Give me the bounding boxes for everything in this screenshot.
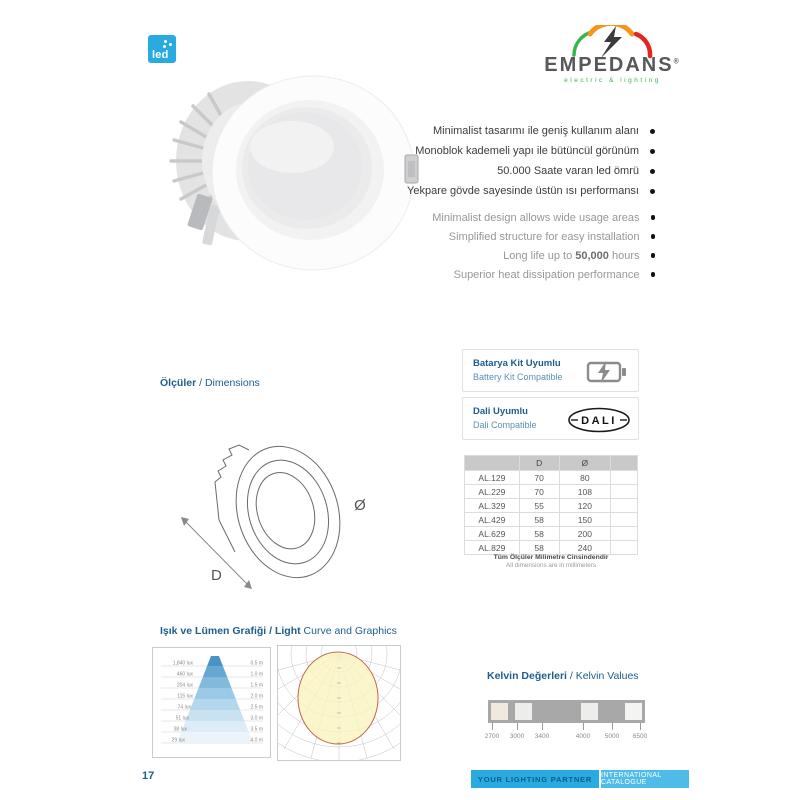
heatsink-outline: [215, 445, 249, 482]
feature-text: Simplified structure for easy installation: [448, 230, 640, 243]
dimension-d-label: D: [211, 567, 222, 584]
cone-distance-label: 3.5 m: [250, 726, 263, 733]
dimensions-table: [464, 455, 638, 555]
bullet-icon: [650, 149, 655, 154]
feature-text: Superior heat dissipation performance: [453, 268, 640, 281]
cone-lux-label: 38 lux: [173, 726, 187, 733]
features-english: [432, 208, 655, 284]
cone-lux-label: 74 lux: [177, 704, 191, 711]
bullet-icon: [651, 272, 656, 277]
dali-compatibility-box: [462, 397, 639, 440]
cone-lux-label: 1,840 lux: [172, 660, 193, 667]
battery-charge-icon: [586, 360, 628, 384]
led-logo-dot-icon: [163, 45, 166, 48]
bullet-icon: [651, 253, 656, 258]
cone-lux-label: 115 lux: [177, 693, 193, 700]
dali-logo: [567, 407, 631, 433]
kelvin-heading: Kelvin Değerleri / Kelvin Values: [487, 670, 639, 682]
feature-item: [432, 246, 655, 265]
kelvin-scale-bar: [488, 700, 645, 723]
light-cone-svg: [153, 648, 270, 757]
cone-distance-label: 2.5 m: [250, 704, 263, 711]
bullet-icon: [650, 129, 655, 134]
header-depth: D: [519, 456, 559, 471]
feature-item: [407, 161, 655, 181]
feature-text: Yekpare gövde sayesinde üstün ısı performansı: [407, 185, 639, 197]
table-row: [465, 513, 638, 527]
cell-d: 58: [519, 541, 559, 555]
kelvin-tick-label: 4000: [575, 733, 591, 740]
cell-d: 70: [519, 471, 559, 485]
cell-model: AL.629: [465, 527, 520, 541]
cone-segments: [177, 656, 253, 743]
kelvin-swatch-2700: [491, 703, 508, 720]
note-en: All dimensions are in millimeters: [506, 562, 596, 569]
polar-curve-svg: [278, 646, 400, 760]
cone-distance-label: 4.0 m: [250, 737, 263, 744]
feature-text: Monoblok kademeli yapı ile bütüncül görünüm: [415, 145, 639, 157]
cone-lux-label: 204 lux: [176, 682, 193, 689]
table-row: [465, 541, 638, 555]
cone-distance-label: 0.5 m: [250, 660, 263, 667]
feature-item: [407, 141, 655, 161]
diameter-symbol-label: Ø: [354, 497, 366, 514]
cell-model: AL.429: [465, 513, 520, 527]
cell-d: 70: [519, 485, 559, 499]
table-row: [465, 485, 638, 499]
footer-badge-partner: YOUR LIGHTING PARTNER: [471, 770, 599, 788]
dali-label-en: Dali Compatible: [473, 420, 537, 430]
cell-model: AL.329: [465, 499, 520, 513]
cell-d: 55: [519, 499, 559, 513]
product-photo-downlight: [162, 55, 420, 287]
cone-distance-label: 1.5 m: [250, 682, 263, 689]
page-number: 17: [142, 770, 155, 782]
kelvin-tick-label: 3000: [509, 733, 525, 740]
cell-d: 58: [519, 527, 559, 541]
kelvin-tick-label: 6500: [632, 733, 648, 740]
cell-d: 58: [519, 513, 559, 527]
cell-dia: 200: [559, 527, 611, 541]
bullet-icon: [650, 189, 655, 194]
led-logo-dot-icon: [169, 43, 172, 46]
note-tr: Tüm Ölçüler Milimetre Cinsindendir: [493, 554, 609, 561]
cell-dia: 240: [559, 541, 611, 555]
table-row: [465, 527, 638, 541]
cell-dia: 120: [559, 499, 611, 513]
dali-logo-text: DALI: [581, 415, 617, 427]
kelvin-swatch-4000: [581, 703, 598, 720]
dimensions-heading: Ölçüler / Dimensions: [160, 377, 260, 389]
feature-item: [407, 121, 655, 141]
kelvin-swatch-6500: [625, 703, 642, 720]
cone-lux-label: 29 lux: [171, 737, 185, 744]
cone-distance-label: 2.0 m: [250, 693, 263, 700]
light-cone-chart: [152, 647, 271, 758]
table-note: [464, 554, 638, 569]
features-turkish: [407, 121, 655, 201]
brand-name: EMPEDANS®: [544, 54, 681, 76]
feature-item: [432, 265, 655, 284]
brand-tagline: electric & lighting: [564, 77, 661, 84]
kelvin-swatch-3000: [515, 703, 532, 720]
polar-curve-chart: [277, 645, 401, 761]
table-row: [465, 499, 638, 513]
cone-distance-label: 3.0 m: [250, 715, 263, 722]
footer-badge-catalogue: INTERNATIONAL CATALOGUE: [601, 770, 689, 788]
cell-dia: 80: [559, 471, 611, 485]
kelvin-tick-label: 2700: [484, 733, 500, 740]
header-diameter: Ø: [559, 456, 611, 471]
battery-label-tr: Batarya Kit Uyumlu: [473, 358, 561, 369]
kelvin-tick-label: 5000: [604, 733, 620, 740]
led-logo-dot-icon: [164, 40, 167, 43]
feature-item: [432, 227, 655, 246]
feature-item: [407, 181, 655, 201]
feature-text: Minimalist design allows wide usage areas: [432, 211, 640, 224]
bullet-icon: [651, 215, 656, 220]
kelvin-axis: [484, 723, 648, 745]
feature-text: Long life up to 50,000 hours: [503, 249, 640, 262]
table-header-row: [465, 456, 638, 471]
cell-model: AL.129: [465, 471, 520, 485]
header-empty: [611, 456, 638, 471]
light-graph-heading: Işık ve Lümen Grafiği / Light Curve and Graphics: [160, 625, 397, 637]
cone-lux-label: 460 lux: [176, 671, 193, 678]
cell-dia: 108: [559, 485, 611, 499]
bullet-icon: [651, 234, 656, 239]
led-logo-text: led: [152, 49, 169, 61]
cell-dia: 150: [559, 513, 611, 527]
kelvin-tick-label: 3400: [534, 733, 550, 740]
cone-lux-label: 51 lux: [175, 715, 189, 722]
battery-label-en: Battery Kit Compatible: [473, 372, 563, 382]
dimension-drawing: [163, 420, 378, 600]
feature-text: 50.000 Saate varan led ömrü: [497, 165, 639, 177]
feature-text: Minimalist tasarımı ile geniş kullanım alanı: [432, 125, 639, 137]
cell-model: AL.829: [465, 541, 520, 555]
bullet-icon: [650, 169, 655, 174]
dali-label-tr: Dali Uyumlu: [473, 406, 528, 417]
feature-item: [432, 208, 655, 227]
battery-compatibility-box: [462, 349, 639, 392]
header-model: [465, 456, 520, 471]
table-row: [465, 471, 638, 485]
brand-logo: [530, 24, 695, 86]
cell-model: AL.229: [465, 485, 520, 499]
cone-distance-label: 1.0 m: [250, 671, 263, 678]
registered-mark: ®: [673, 58, 681, 66]
